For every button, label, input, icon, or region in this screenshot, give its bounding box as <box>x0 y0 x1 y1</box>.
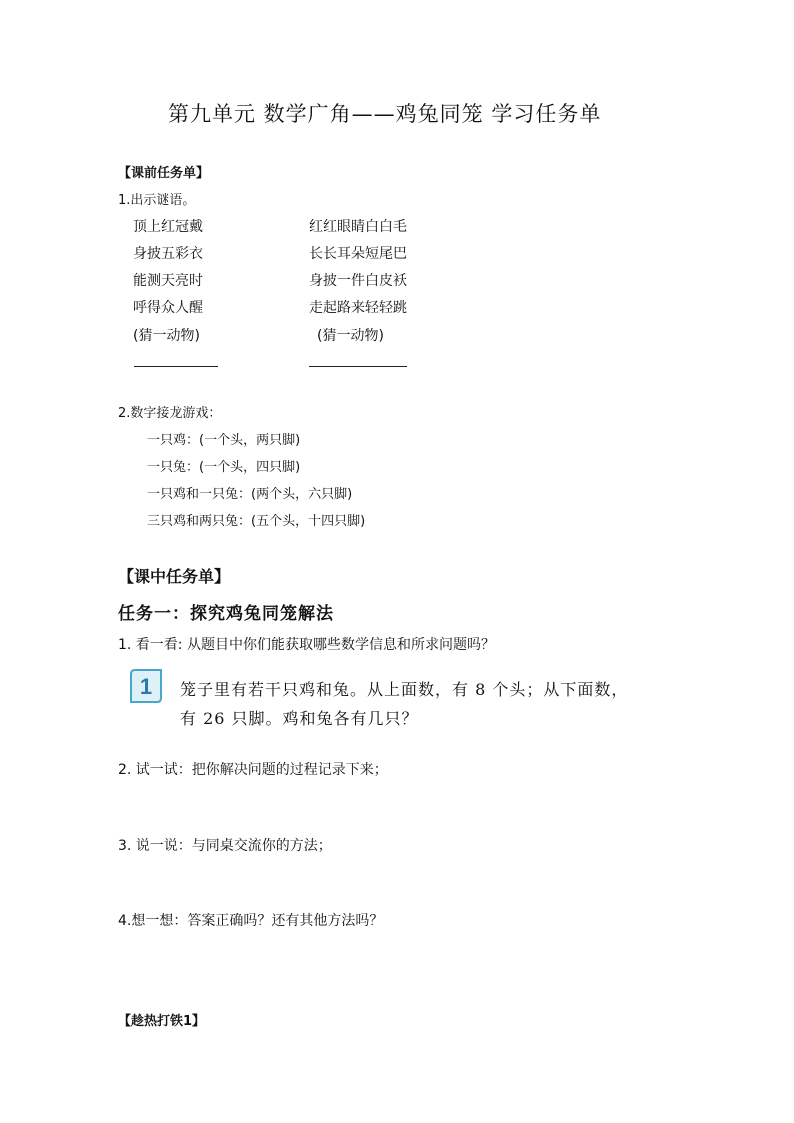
problem-text-line-1: 笼子里有若干只鸡和兔。从上面数，有 8 个头；从下面数， <box>180 680 629 699</box>
riddle-left-line: 顶上红冠戴 <box>133 219 203 235</box>
riddle-left-line: 身披五彩衣 <box>133 246 203 262</box>
question-3: 3. 说一说：与同桌交流你的方法； <box>118 838 332 854</box>
game-line: 一只兔：(一个头，四只脚) <box>147 460 301 475</box>
question-1: 1. 看一看: 从题目中你们能获取哪些数学信息和所求问题吗？ <box>118 637 495 653</box>
game-line: 一只鸡和一只兔：(两个头，六只脚) <box>147 487 353 502</box>
game-line: 三只鸡和两只兔：(五个头，十四只脚) <box>147 514 366 529</box>
item-2-label: 2.数字接龙游戏： <box>118 406 222 421</box>
item-1-label: 1.出示谜语。 <box>118 193 196 208</box>
game-line: 一只鸡：(一个头，两只脚) <box>147 433 301 448</box>
riddle-left-hint: (猜一动物) <box>133 328 200 344</box>
in-class-heading: 【课中任务单】 <box>118 567 231 586</box>
task-one-title: 任务一：探究鸡兔同笼解法 <box>118 604 334 624</box>
problem-text-line-2: 有 26 只脚。鸡和兔各有几只？ <box>180 709 419 728</box>
question-4: 4.想一想：答案正确吗？还有其他方法吗？ <box>118 913 384 929</box>
riddle-right-line: 红红眼睛白白毛 <box>309 219 407 235</box>
riddle-right-line: 长长耳朵短尾巴 <box>309 246 407 262</box>
answer-line-left[interactable] <box>134 366 218 367</box>
example-number-badge <box>129 668 163 704</box>
pre-task-heading: 【课前任务单】 <box>118 166 210 181</box>
page-title: 第九单元 数学广角——鸡兔同笼 学习任务单 <box>168 102 602 126</box>
riddle-right-hint: (猜一动物) <box>317 328 384 344</box>
question-2: 2. 试一试：把你解决问题的过程记录下来； <box>118 762 388 778</box>
practice-heading: 【趁热打铁1】 <box>118 1014 206 1029</box>
riddle-right-line: 身披一件白皮袄 <box>309 273 407 289</box>
riddle-left-line: 能测天亮时 <box>133 273 203 289</box>
riddle-left-line: 呼得众人醒 <box>133 300 203 316</box>
badge-number: 1 <box>139 674 153 699</box>
answer-line-right[interactable] <box>309 366 407 367</box>
riddle-right-line: 走起路来轻轻跳 <box>309 300 407 316</box>
